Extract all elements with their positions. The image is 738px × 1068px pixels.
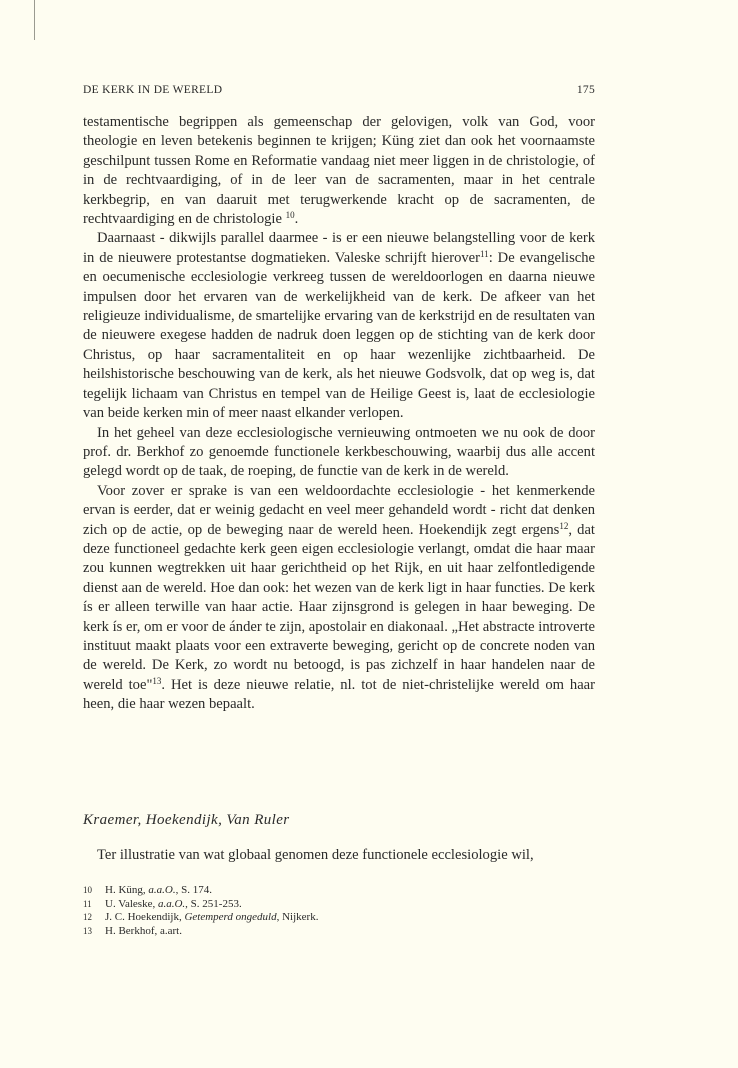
footnote-ref-12: 12	[559, 520, 569, 531]
footnote-number: 13	[83, 925, 92, 936]
footnote-number: 12	[83, 912, 92, 923]
footnote-ref-10: 10	[285, 210, 295, 221]
page-number: 175	[576, 84, 595, 96]
footnote-ref-13: 13	[152, 675, 162, 686]
scan-edge-line	[34, 0, 35, 40]
footnote-11: 11 U. Valeske, a.a.O., S. 251-253.	[83, 897, 242, 910]
body-text	[83, 113, 595, 715]
section-heading: Kraemer, Hoekendijk, Van Ruler	[83, 812, 290, 828]
footnote-number: 11	[83, 898, 92, 909]
footnote-number: 10	[83, 885, 92, 895]
footnote-ref-11: 11	[480, 248, 489, 259]
footnote-10: 10 H. Küng, a.a.O., S. 174.	[83, 884, 212, 896]
paragraph-4: Voor zover er sprake is van een weldoordachte ecclesiologie - het kenmerkende ervan is eerder, dat er weinig gedacht en veel meer gehandeld wordt - richt dat denken zich op de actie, op de beweging naar de wereld heen. Hoekendijk zegt ergens$^{12}$, dat deze functioneel gedachte kerk geen eigen ecclesiologie verlangt, omdat die haar maar zou kunnen wegtrekken uit haar gerichtheid op het Rijk, en uit haar zelfontledigende dienst aan de wereld. Hoe dan ook: het wezen van de kerk ligt in haar functies. De kerk ís er alleen terwille van haar actie. Haar zijnsgrond is gelegen in haar beweging. De kerk ís er, om er voor de ánder te zijn, apostolair en diakonaal. „Het abstracte introverte instituut maakt plaats voor een extraverte beweging, gericht op de concrete noden van de wereld. De Kerk, zo wordt nu betoogd, is pas zichzelf in haar handelen naar de wereld toe"$^{13}$. Het is deze nieuwe relatie, nl. tot de niet-christelijke wereld om haar heen, die haar wezen bepaalt.	[83, 482, 596, 713]
footnote-13: 13 H. Berkhof, a.art.	[83, 924, 182, 937]
paragraph-1: testamentische begrippen als gemeenschap der gelovigen, volk van God, voor theologie en leven betekenis beginnen te krijgen; Küng ziet dan ook het voornaamste geschilpunt tussen Rome en Reformatie vandaag niet meer liggen in de christologie, of in de rechtvaardiging, of in de leer van de sacramenten, maar in het centrale kerkbegrip, en van daaruit met terugwerkende kracht op de sacramenten, de rechtvaardiging en de christologie $^{10}$.	[83, 114, 595, 228]
paragraph-3: In het geheel van deze ecclesiologische vernieuwing ontmoeten we nu ook de door prof. dr. Berkhof zo genoemde functionele kerkbeschouwing, waarbij dus alle accent gelegd wordt op de taak, de roeping, de functie van de kerk in de wereld.	[83, 424, 595, 480]
running-header	[83, 84, 595, 96]
footnotes	[83, 884, 595, 938]
section-intro-line: Ter illustratie van wat globaal genomen deze functionele ecclesiologie wil,	[97, 847, 534, 863]
paragraph-2: Daarnaast - dikwijls parallel daarmee - is er een nieuwe belangstelling voor de kerk in de nieuwere protestantse dogmatieken. Valeske schrijft hierover$^{11}$: De evangelische en oecumenische ecclesiologie verkreeg tussen de wereldoorlogen en daarna nieuwe impulsen door het ervaren van de werkelijkheid van de kerk. De afkeer van het religieuze individualisme, de smartelijke ervaring van de kerkstrijd en de resultaten van de nieuwere exegese hadden de nadruk doen leggen op de stichting van de kerk door Christus, op haar sacramentaliteit en op haar wezenlijke zichtbaarheid. De heilshistorische beschouwing van de kerk, als het nieuwe Godsvolk, dat op weg is, dat tegelijk lichaam van Christus en tempel van de Heilige Geest is, laat de ecclesiologie van beide kerken min of meer naast elkander verlopen.	[83, 230, 596, 422]
footnote-12: 12 J. C. Hoekendijk, Getemperd ongeduld, Nijkerk.	[83, 911, 319, 924]
running-title: DE KERK IN DE WERELD	[83, 84, 223, 96]
